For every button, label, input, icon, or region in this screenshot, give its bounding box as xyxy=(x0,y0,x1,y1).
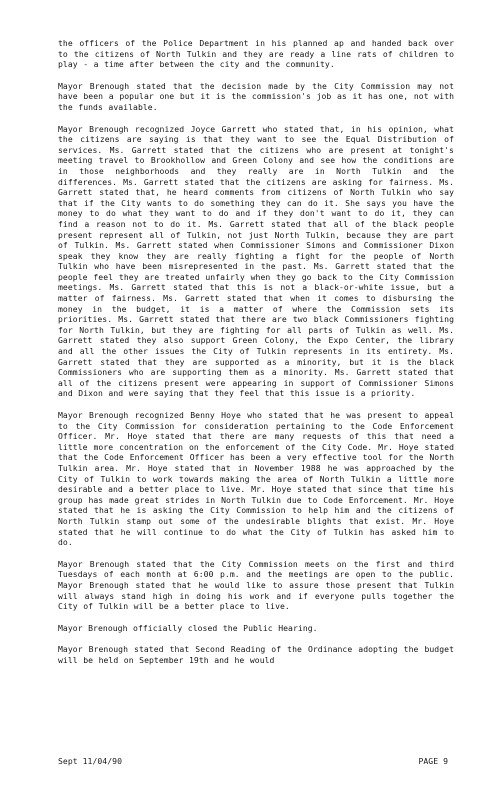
footer-date: Sept 11/04/90 xyxy=(58,756,122,766)
paragraph-hoye-remarks: Mayor Brenough recognized Benny Hoye who stated that he was present to appeal to the City Commission for consideration pertaining to the Code Enforcement Officer. Mr. Hoye stated that there are many requests of this that need a little more concentration on the enforcement of the City Code. Mr. Hoye stated that the Code Enforcement Officer has been a very effective tool for the North Tulkin area. Mr. Hoye stated that in November 1988 he was approached by the City of Tulkin to work towards making the area of North Tulkin a little more desirable and a better place to live. Mr. Hoye stated that since that time his group has made great strides in North Tulkin due to Code Enforcement. Mr. Hoye stated that he is asking the City Commission to help him and the citizens of North Tulkin stamp out some of the undesirable blights that exist. Mr. Hoye stated that he will continue to do what the City of Tulkin has asked him to do. xyxy=(58,410,454,548)
paragraph-mayor-decision: Mayor Brenough stated that the decision made by the City Commission may not have been a popular one but it is the commission's job as it has one, not with the funds available. xyxy=(58,80,454,112)
paragraph-police-officers: the officers of the Police Department in his planned ap and handed back over to the citizens of North Tulkin and they are ready a line rats of children to play - a time after between the city and the community. xyxy=(58,38,454,70)
paragraph-second-reading: Mayor Brenough stated that Second Reading of the Ordinance adopting the budget will be held on September 19th and he would xyxy=(58,644,454,665)
footer-page-number: PAGE 9 xyxy=(418,756,448,766)
paragraph-garrett-remarks: Mayor Brenough recognized Joyce Garrett who stated that, in his opinion, what the citizens are saying is that they want to see the Equal Distribution of services. Ms. Garrett stated that the citizens who are present at tonight's meeting travel to Brookhollow and Green Colony and see how the conditions are in those neighborhoods and they really are in North Tulkin and the differences. Ms. Garrett stated that the citizens are asking for fairness. Ms. Garrett stated that, he heard comments from citizens of North Tulkin who say that if the City wants to do something they can do it. She says you have the money to do what they want to do and if they don't want to do it, they can find a reason not to do it. Ms. Garrett stated that all of the black people present represent all of Tulkin, not just North Tulkin, because they are part of Tulkin. Ms. Garrett stated when Commissioner Simons and Commissioner Dixon speak they know they are really fighting a fight for the people of North Tulkin who have been misrepresented in the past. Ms. Garrett stated that the people feel they are treated unfairly when they go back to the City Commission meetings. Ms. Garrett stated that this is not a black-or-white issue, but a matter of fairness. Ms. Garrett stated that when it comes to disbursing the money in the budget, it is a matter of where the Commission sets its priorities. Ms. Garrett stated that there are two black Commissioners fighting for North Tulkin, but they are fighting for all parts of Tulkin as well. Ms. Garrett stated they also support Green Colony, the Expo Center, the library and all the other issues the City of Tulkin represents in its entirety. Ms. Garrett stated that they are supported as a minority, but it is the black Commissioners who are supporting them as a minority. Ms. Garrett stated that all of the citizens present were appearing in support of Commissioner Simons and Dixon and were saying that they feel that this issue is a priority. xyxy=(58,123,454,399)
paragraph-hearing-closed: Mayor Brenough officially closed the Public Hearing. xyxy=(58,622,318,633)
paragraph-commission-meetings: Mayor Brenough stated that the City Commission meets on the first and third Tuesdays of each month at 6:00 p.m. and the meetings are open to the public. Mayor Brenough stated that he would like to assure those present that Tulkin will always stand high in doing his work and if everyone pulls together the City of Tulkin will be a better place to live. xyxy=(58,558,454,612)
